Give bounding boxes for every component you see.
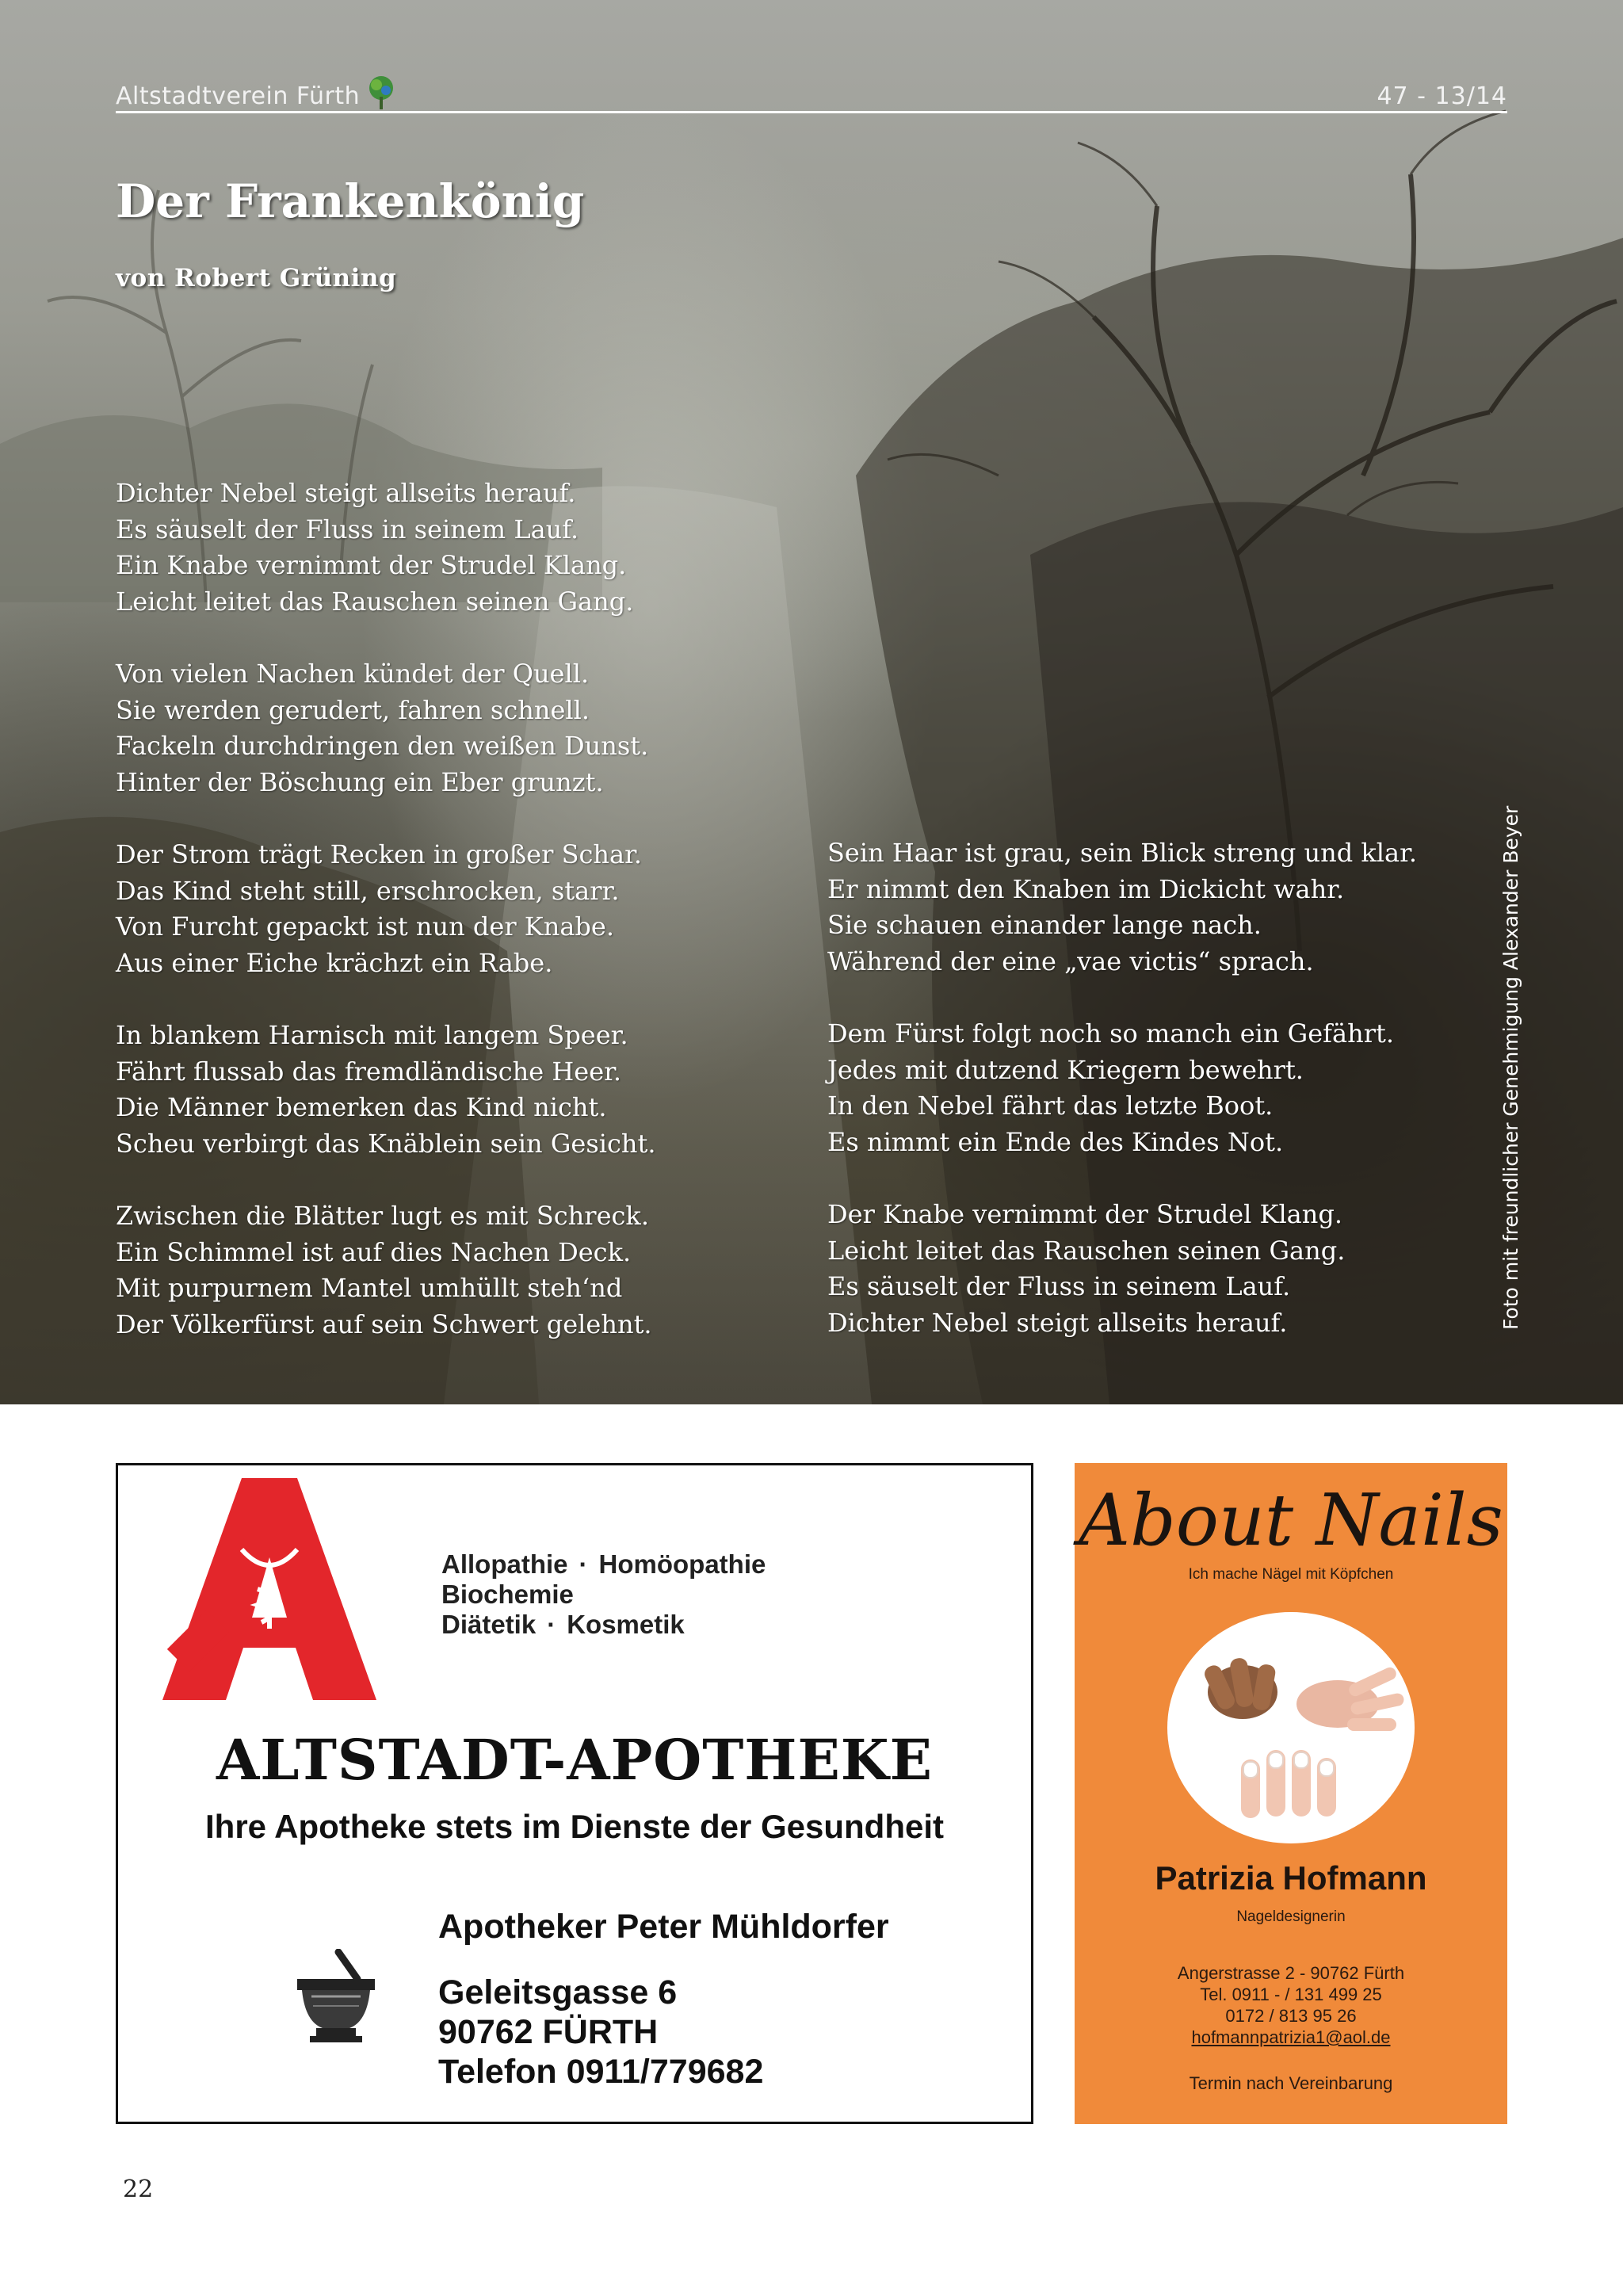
ad-about-nails[interactable] bbox=[1075, 1463, 1507, 2124]
article-author: von Robert Grüning bbox=[116, 264, 397, 292]
nails-contact bbox=[1075, 1962, 1507, 2048]
poem-line: Ein Knabe vernimmt der Strudel Klang. bbox=[116, 550, 627, 580]
mortar-pestle-icon bbox=[292, 1949, 380, 2047]
service-separator: · bbox=[547, 1610, 556, 1639]
poem-line: Dichter Nebel steigt allseits herauf. bbox=[827, 1307, 1288, 1338]
tree-icon bbox=[365, 74, 398, 114]
poem-line: Sein Haar ist grau, sein Blick streng und klar. bbox=[827, 838, 1418, 868]
article-title: Der Frankenkönig bbox=[116, 174, 585, 228]
service-biochemie: Biochemie bbox=[441, 1580, 574, 1609]
poem-line: Leicht leitet das Rauschen seinen Gang. bbox=[827, 1235, 1346, 1266]
poem-line: Das Kind steht still, erschrocken, starr. bbox=[116, 875, 620, 906]
header-publisher: Altstadtverein Fürth bbox=[116, 82, 361, 110]
service-allopathie: Allopathie bbox=[441, 1549, 568, 1579]
nails-phone: Tel. 0911 - / 131 499 25 bbox=[1200, 1985, 1382, 2004]
pharmacy-phone: Telefon 0911/779682 bbox=[438, 2053, 764, 2091]
poem-line: Hinter der Böschung ein Eber grunzt. bbox=[116, 766, 604, 797]
poem-line: Während der eine „vae victis“ sprach. bbox=[827, 946, 1314, 976]
header-rule bbox=[116, 111, 1507, 113]
pharmacy-a-icon bbox=[162, 1478, 376, 1703]
nails-email-link[interactable]: hofmannpatrizia1@aol.de bbox=[1191, 2027, 1391, 2047]
stanza bbox=[827, 1197, 1485, 1341]
ad-altstadt-apotheke[interactable] bbox=[116, 1463, 1033, 2124]
poem-line: Jedes mit dutzend Kriegern bewehrt. bbox=[827, 1054, 1304, 1085]
stanza bbox=[116, 1198, 773, 1343]
poem-line: Von vielen Nachen kündet der Quell. bbox=[116, 659, 590, 689]
stanza bbox=[827, 1016, 1485, 1160]
poem-line: Dem Fürst folgt noch so manch ein Gefährt. bbox=[827, 1018, 1395, 1049]
stanza bbox=[116, 1018, 773, 1162]
pharmacy-city: 90762 FÜRTH bbox=[438, 2013, 659, 2051]
pharmacy-street: Geleitsgasse 6 bbox=[438, 1973, 678, 2011]
service-diaetetik: Diätetik bbox=[441, 1610, 537, 1639]
poem-line: Er nimmt den Knaben im Dickicht wahr. bbox=[827, 873, 1345, 904]
poem-line: Die Männer bemerken das Kind nicht. bbox=[116, 1092, 607, 1122]
poem-line: Fährt flussab das fremdländische Heer. bbox=[116, 1056, 622, 1087]
nails-owner-name: Patrizia Hofmann bbox=[1155, 1859, 1427, 1897]
nails-slogan: Ich mache Nägel mit Köpfchen bbox=[1188, 1566, 1394, 1583]
photo-credit: Foto mit freundlicher Genehmigung Alexander Beyer bbox=[1499, 805, 1522, 1330]
poem-line: Von Furcht gepackt ist nun der Knabe. bbox=[116, 911, 614, 942]
pharmacy-tagline: Ihre Apotheke stets im Dienste der Gesundheit bbox=[205, 1808, 944, 1845]
poem-line: Mit purpurnem Mantel umhüllt steh‘nd bbox=[116, 1273, 623, 1303]
poem-line: Der Völkerfürst auf sein Schwert gelehnt. bbox=[116, 1308, 652, 1339]
stanza bbox=[827, 835, 1485, 980]
poem-line: Sie schauen einander lange nach. bbox=[827, 910, 1262, 940]
manicured-hands-icon bbox=[1163, 1609, 1419, 1850]
poem-column-right bbox=[827, 835, 1485, 1377]
poem-column-left bbox=[116, 476, 773, 1379]
poem-line: Es säuselt der Fluss in seinem Lauf. bbox=[827, 1271, 1291, 1301]
poem-line: In den Nebel fährt das letzte Boot. bbox=[827, 1091, 1274, 1121]
nails-brand: About Nails bbox=[1079, 1479, 1503, 1562]
stanza bbox=[116, 837, 773, 981]
service-kosmetik: Kosmetik bbox=[567, 1610, 685, 1639]
stanza bbox=[116, 476, 773, 620]
nails-address: Angerstrasse 2 - 90762 Fürth bbox=[1177, 1963, 1405, 1983]
pharmacy-owner: Apotheker Peter Mühldorfer bbox=[438, 1908, 889, 1946]
poem-line: In blankem Harnisch mit langem Speer. bbox=[116, 1020, 628, 1050]
header-issue: 47 - 13/14 bbox=[1377, 82, 1507, 110]
poem-line: Es säuselt der Fluss in seinem Lauf. bbox=[116, 514, 579, 544]
poem-line: Zwischen die Blätter lugt es mit Schreck. bbox=[116, 1201, 649, 1231]
service-homoeopathie: Homöopathie bbox=[598, 1549, 766, 1579]
poem-line: Fackeln durchdringen den weißen Dunst. bbox=[116, 731, 649, 761]
page-number: 22 bbox=[123, 2176, 154, 2203]
nails-hours: Termin nach Vereinbarung bbox=[1189, 2073, 1393, 2093]
poem-line: Der Knabe vernimmt der Strudel Klang. bbox=[827, 1199, 1343, 1229]
poem-line: Aus einer Eiche krächzt ein Rabe. bbox=[116, 947, 553, 978]
poem-line: Es nimmt ein Ende des Kindes Not. bbox=[827, 1126, 1284, 1157]
pharmacy-name: ALTSTADT-APOTHEKE bbox=[216, 1727, 933, 1793]
poem-line: Dichter Nebel steigt allseits herauf. bbox=[116, 478, 576, 508]
poem-line: Scheu verbirgt das Knäblein sein Gesicht. bbox=[116, 1128, 656, 1159]
nails-owner-role: Nageldesignerin bbox=[1236, 1908, 1346, 1925]
pharmacy-address bbox=[438, 1973, 763, 2092]
pharmacy-services bbox=[441, 1549, 766, 1640]
poem-line: Leicht leitet das Rauschen seinen Gang. bbox=[116, 586, 634, 617]
poem-line: Der Strom trägt Recken in großer Schar. bbox=[116, 839, 643, 869]
service-separator: · bbox=[579, 1549, 588, 1579]
poem-line: Ein Schimmel ist auf dies Nachen Deck. bbox=[116, 1236, 632, 1267]
nails-mobile: 0172 / 813 95 26 bbox=[1225, 2006, 1357, 2026]
stanza bbox=[116, 656, 773, 800]
poem-line: Sie werden gerudert, fahren schnell. bbox=[116, 694, 590, 725]
